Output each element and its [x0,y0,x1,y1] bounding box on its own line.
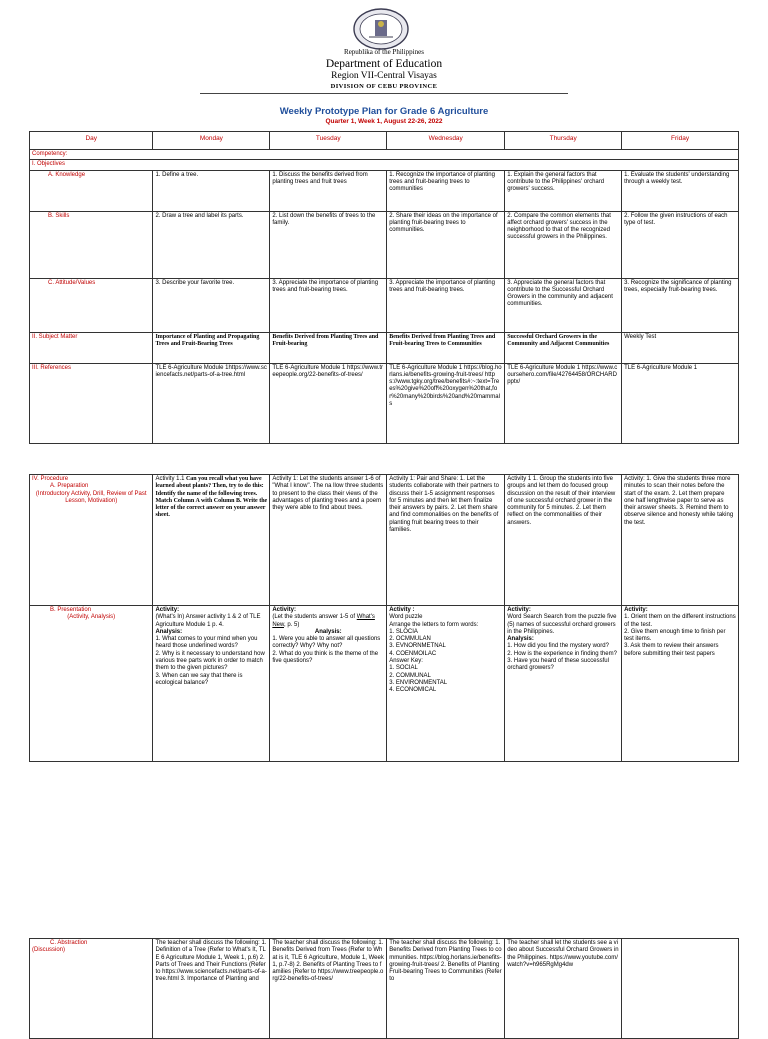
subject-matter-friday: Weekly Test [622,332,739,363]
competency-label: Competency: [30,150,739,160]
subject-matter-tuesday: Benefits Derived from Planting Trees and Fruit-bearing [270,332,387,363]
references-tuesday: TLE 6-Agriculture Module 1 https://www.treepeople.org/22-benefits-of-trees/ [270,363,387,443]
abstraction-tuesday: The teacher shall discuss the following: 1. Benefits Derived from Trees (Refer to What is it, TLE 6 Agriculture, Module 1, Week 1, p.7-8) 2. Benefits of Planting Trees to families (Refer to https://www.treepeople.org/22-benefits-of-trees/ [270,939,387,1039]
presentation-wednesday-line: Word puzzle [389,614,423,621]
references-monday: TLE 6-Agriculture Module 1https://www.sciencefacts.net/parts-of-a-tree.html [153,363,270,443]
day-header: Day [30,132,153,150]
subject-matter-monday: Importance of Planting and Propagating Trees and Fruit-Bearing Trees [153,332,270,363]
presentation-tuesday-analysis-label: Analysis: [314,628,342,635]
presentation-friday-activity-label: Activity: [624,607,648,613]
subject-matter-wednesday: Benefits Derived from Planting Trees and Fruit-bearing Trees to Communities [387,332,505,363]
presentation-thursday-item: 2. How is the experience in finding them? [507,650,617,657]
republic-line: Republika of the Philippines [344,48,424,56]
presentation-wednesday-line: 3. EVNORNMETNAL [389,643,446,650]
wednesday-header: Wednesday [387,132,505,150]
plan-table-objectives [29,131,739,444]
friday-header: Friday [622,132,739,150]
presentation-tuesday [270,606,387,762]
references-thursday: TLE 6-Agriculture Module 1 https://www.coursehero.com/file/42764458/ORCHARDpptx/ [505,363,622,443]
skills-friday: 2. Follow the given instructions of each type of test. [622,211,739,278]
presentation-wednesday-line: Answer Key: [389,658,423,665]
attitude-wednesday: 3. Appreciate the importance of planting trees and fruit-bearing trees. [387,278,505,332]
presentation-monday-analysis-label: Analysis: [155,628,183,635]
presentation-wednesday [387,606,505,762]
presentation-wednesday-line: 4. ECONOMICAL [389,687,437,694]
presentation-wednesday-line: 4. COENMOILAC [389,650,437,657]
attitude-friday: 3. Recognize the significance of planting trees, especially fruit-bearing trees. [622,278,739,332]
references-friday: TLE 6-Agriculture Module 1 [622,363,739,443]
objectives-row [30,160,739,170]
presentation-wednesday-line: 1. SOCIAL [389,665,418,672]
references-row [30,363,739,443]
presentation-thursday-analysis-label: Analysis: [507,636,534,643]
presentation-wednesday-line: 2. OCMMULAN [389,636,431,643]
presentation-tuesday-activity-a: (Let the students answer 1-5 of [272,614,357,621]
preparation-label: A. Preparation [50,483,89,490]
skills-row [30,211,739,278]
presentation-tuesday-item: 1. Were you able to answer all questions correctly? Why? Why not? [272,636,381,650]
presentation-thursday-item: 3. Have you heard of these successful orchard growers? [507,658,609,672]
skills-label: B. Skills [30,211,153,278]
knowledge-row [30,170,739,211]
plan-table-procedure [29,474,739,762]
references-label: III. References [30,363,153,443]
knowledge-label: A. Knowledge [30,170,153,211]
presentation-friday-item: 3. Ask them to review their answers before submitting their test papers [624,643,719,657]
attitude-label: C. Attitude/Values [30,278,153,332]
objectives-label: I. Objectives [30,160,739,170]
abstraction-label: C. Abstraction [50,940,88,946]
whats-new-ref: What's New [272,614,375,628]
knowledge-thursday: 1. Explain the general factors that contribute to the Philippines' orchard growers' success. [505,170,622,211]
division-name: DIVISION OF CEBU PROVINCE [330,83,438,90]
tuesday-header: Tuesday [270,132,387,150]
abstraction-monday: The teacher shall discuss the following: 1. Definition of a Tree (Refer to What's It, TLE 6 Agriculture Module 1, Week 1, p.6) 2. Parts of Trees and Their Functions (Refer to https://www.sciencefacts.net/parts-of-a-tree.html 3. Importance of Planting and [153,939,270,1039]
plan-title: Weekly Prototype Plan for Grade 6 Agriculture [279,106,489,117]
preparation-tuesday: Activity 1: Let the students answer 1-6 of "What I know". The na llow three students to present to the class their views of the advantages of planting trees and a poem they were able to find about trees. [270,475,387,606]
monday-header: Monday [153,132,270,150]
preparation-monday-lead: Activity 1.1 [155,476,185,482]
abstraction-thursday: The teacher shall let the students see a video about Successful Orchard Growers in the Philippines. https://www.youtube.com/watch?v=h965RgMg4dw [505,939,622,1039]
knowledge-wednesday: 1. Recognize the importance of planting trees and fruit-bearing trees to communities [387,170,505,211]
attitude-thursday: 3. Appreciate the general factors that contribute to the Successful Orchard Growers in the community and adjacent communities. [505,278,622,332]
competency-row [30,150,739,160]
presentation-monday-item: 3. When can we say that there is ecological balance? [155,672,243,686]
knowledge-monday: 1. Define a tree. [153,170,270,211]
skills-thursday: 2. Compare the common elements that affect orchard growers' success in the neighborhood to that of the recognized successful growers in the Philippines. [505,211,622,278]
presentation-wednesday-line: Arrange the letters to form words: [389,621,479,628]
presentation-wednesday-activity-label: Activity : [389,607,415,613]
procedure-label-cell [30,475,153,606]
attitude-tuesday: 3. Appreciate the importance of planting trees and fruit-bearing trees. [270,278,387,332]
presentation-label-cell [30,606,153,762]
presentation-friday-item: 1. Orient them on the different instructions of the test. [624,614,736,628]
presentation-tuesday-activity-b: , p. 5) [284,621,300,628]
deped-seal-icon [352,8,410,50]
presentation-label: B. Presentation [50,607,92,613]
abstraction-note: (Discussion) [32,947,66,954]
presentation-note: (Activity, Analysis) [67,614,116,621]
abstraction-wednesday: The teacher shall discuss the following: 1. Benefits Derived from Planting Trees to communities. https://blog.horlans.ie/benefits-growing-fruit-trees/ 2. Benefits of Planting Fruit-bearing Trees to Communities (Refer to [387,939,505,1039]
presentation-thursday-activity: Word Search Search from the puzzle five (5) names of successful orchard growers in the Philippines. [507,614,617,635]
presentation-monday-item: 2. Why is it necessary to understand how various tree parts work in order to match them to the given pictures? [155,650,265,672]
presentation-thursday [505,606,622,762]
references-wednesday: TLE 6-Agriculture Module 1 https://blog.horlans.ie/benefits-growing-fruit-trees/ https://www.tgky.org/tree/benefits#:~:text=Trees%20give%20off%20oxygen%20that,for%20many%20birds%20and%20mammals [387,363,505,443]
preparation-thursday: Activity 1 1. Group the students into five groups and let them do focused group discussion on the result of their interview of one successful orchard grower in the community for 5 minutes. 2. Let them reflect on the commonalities of their answers. [505,475,622,606]
preparation-monday-text: Can you recall what you have learned about plants? Then, try to do this: Identify the name of the following trees. Match Column A with Column B. Write the letter of the correct answer on your answer sheet. [155,476,268,519]
preparation-wednesday: Activity 1: Pair and Share: 1. Let the students collaborate with their partners to discuss their 1-5 assignment responses for 5 minutes and then let them finalize their answers by pairs. 2. Let them share and find commonalities on the benefits of planting fruit bearing trees to their families. [387,475,505,606]
presentation-monday-activity: (What's In) Answer activity 1 & 2 of TLE Agriculture Module 1 p. 4. [155,614,261,628]
preparation-note: (Introductory Activity, Drill, Review of Past Lesson, Motivation) [35,490,147,504]
preparation-friday: Activity: 1. Give the students three more minutes to scan their notes before the start of the exam. 2. Let them prepare one half lengthwise paper to serve as their answer sheets. 3. Remind them to observe silence and honesty while taking the test. [622,475,739,606]
preparation-monday [153,475,270,606]
presentation-wednesday-line: 1. SLOCIA [389,628,418,635]
region-name: Region VII-Central Visayas [331,71,437,81]
presentation-tuesday-activity-label: Activity: [272,607,296,613]
preparation-row [30,475,739,606]
knowledge-tuesday: 1. Discuss the benefits derived from planting trees and fruit trees [270,170,387,211]
presentation-monday-item: 1. What comes to your mind when you heard those underlined words? [155,636,258,650]
skills-tuesday: 2. List down the benefits of trees to the family. [270,211,387,278]
attitude-monday: 3. Describe your favorite tree. [153,278,270,332]
procedure-label: IV. Procedure [32,476,69,482]
header-divider [200,93,568,94]
presentation-wednesday-line: 2. COMMUNAL [389,672,431,679]
presentation-monday [153,606,270,762]
skills-monday: 2. Draw a tree and label its parts. [153,211,270,278]
presentation-friday-item: 2. Give them enough time to finish per test items. [624,628,726,643]
thursday-header: Thursday [505,132,622,150]
presentation-thursday-activity-label: Activity: [507,607,531,613]
presentation-tuesday-activity [272,614,384,629]
plan-subtitle: Quarter 1, Week 1, August 22-26, 2022 [325,118,443,125]
subject-matter-label: II. Subject Matter [30,332,153,363]
presentation-wednesday-line: 3. ENVIRONMENTAL [389,679,448,686]
presentation-friday [622,606,739,762]
attitude-row [30,278,739,332]
subject-matter-row [30,332,739,363]
skills-wednesday: 2. Share their ideas on the importance of planting fruit-bearing trees to communities. [387,211,505,278]
knowledge-friday: 1. Evaluate the students' understanding through a weekly test. [622,170,739,211]
subject-matter-thursday: Successful Orchard Growers in the Community and Adjacent Communities [505,332,622,363]
presentation-row [30,606,739,762]
day-header-row [30,132,739,150]
presentation-monday-activity-label: Activity: [155,607,180,613]
presentation-thursday-item: 1. How did you find the mystery word? [507,643,609,650]
presentation-tuesday-item: 2. What do you think is the theme of the five questions? [272,650,379,665]
department-name: Department of Education [325,58,443,70]
